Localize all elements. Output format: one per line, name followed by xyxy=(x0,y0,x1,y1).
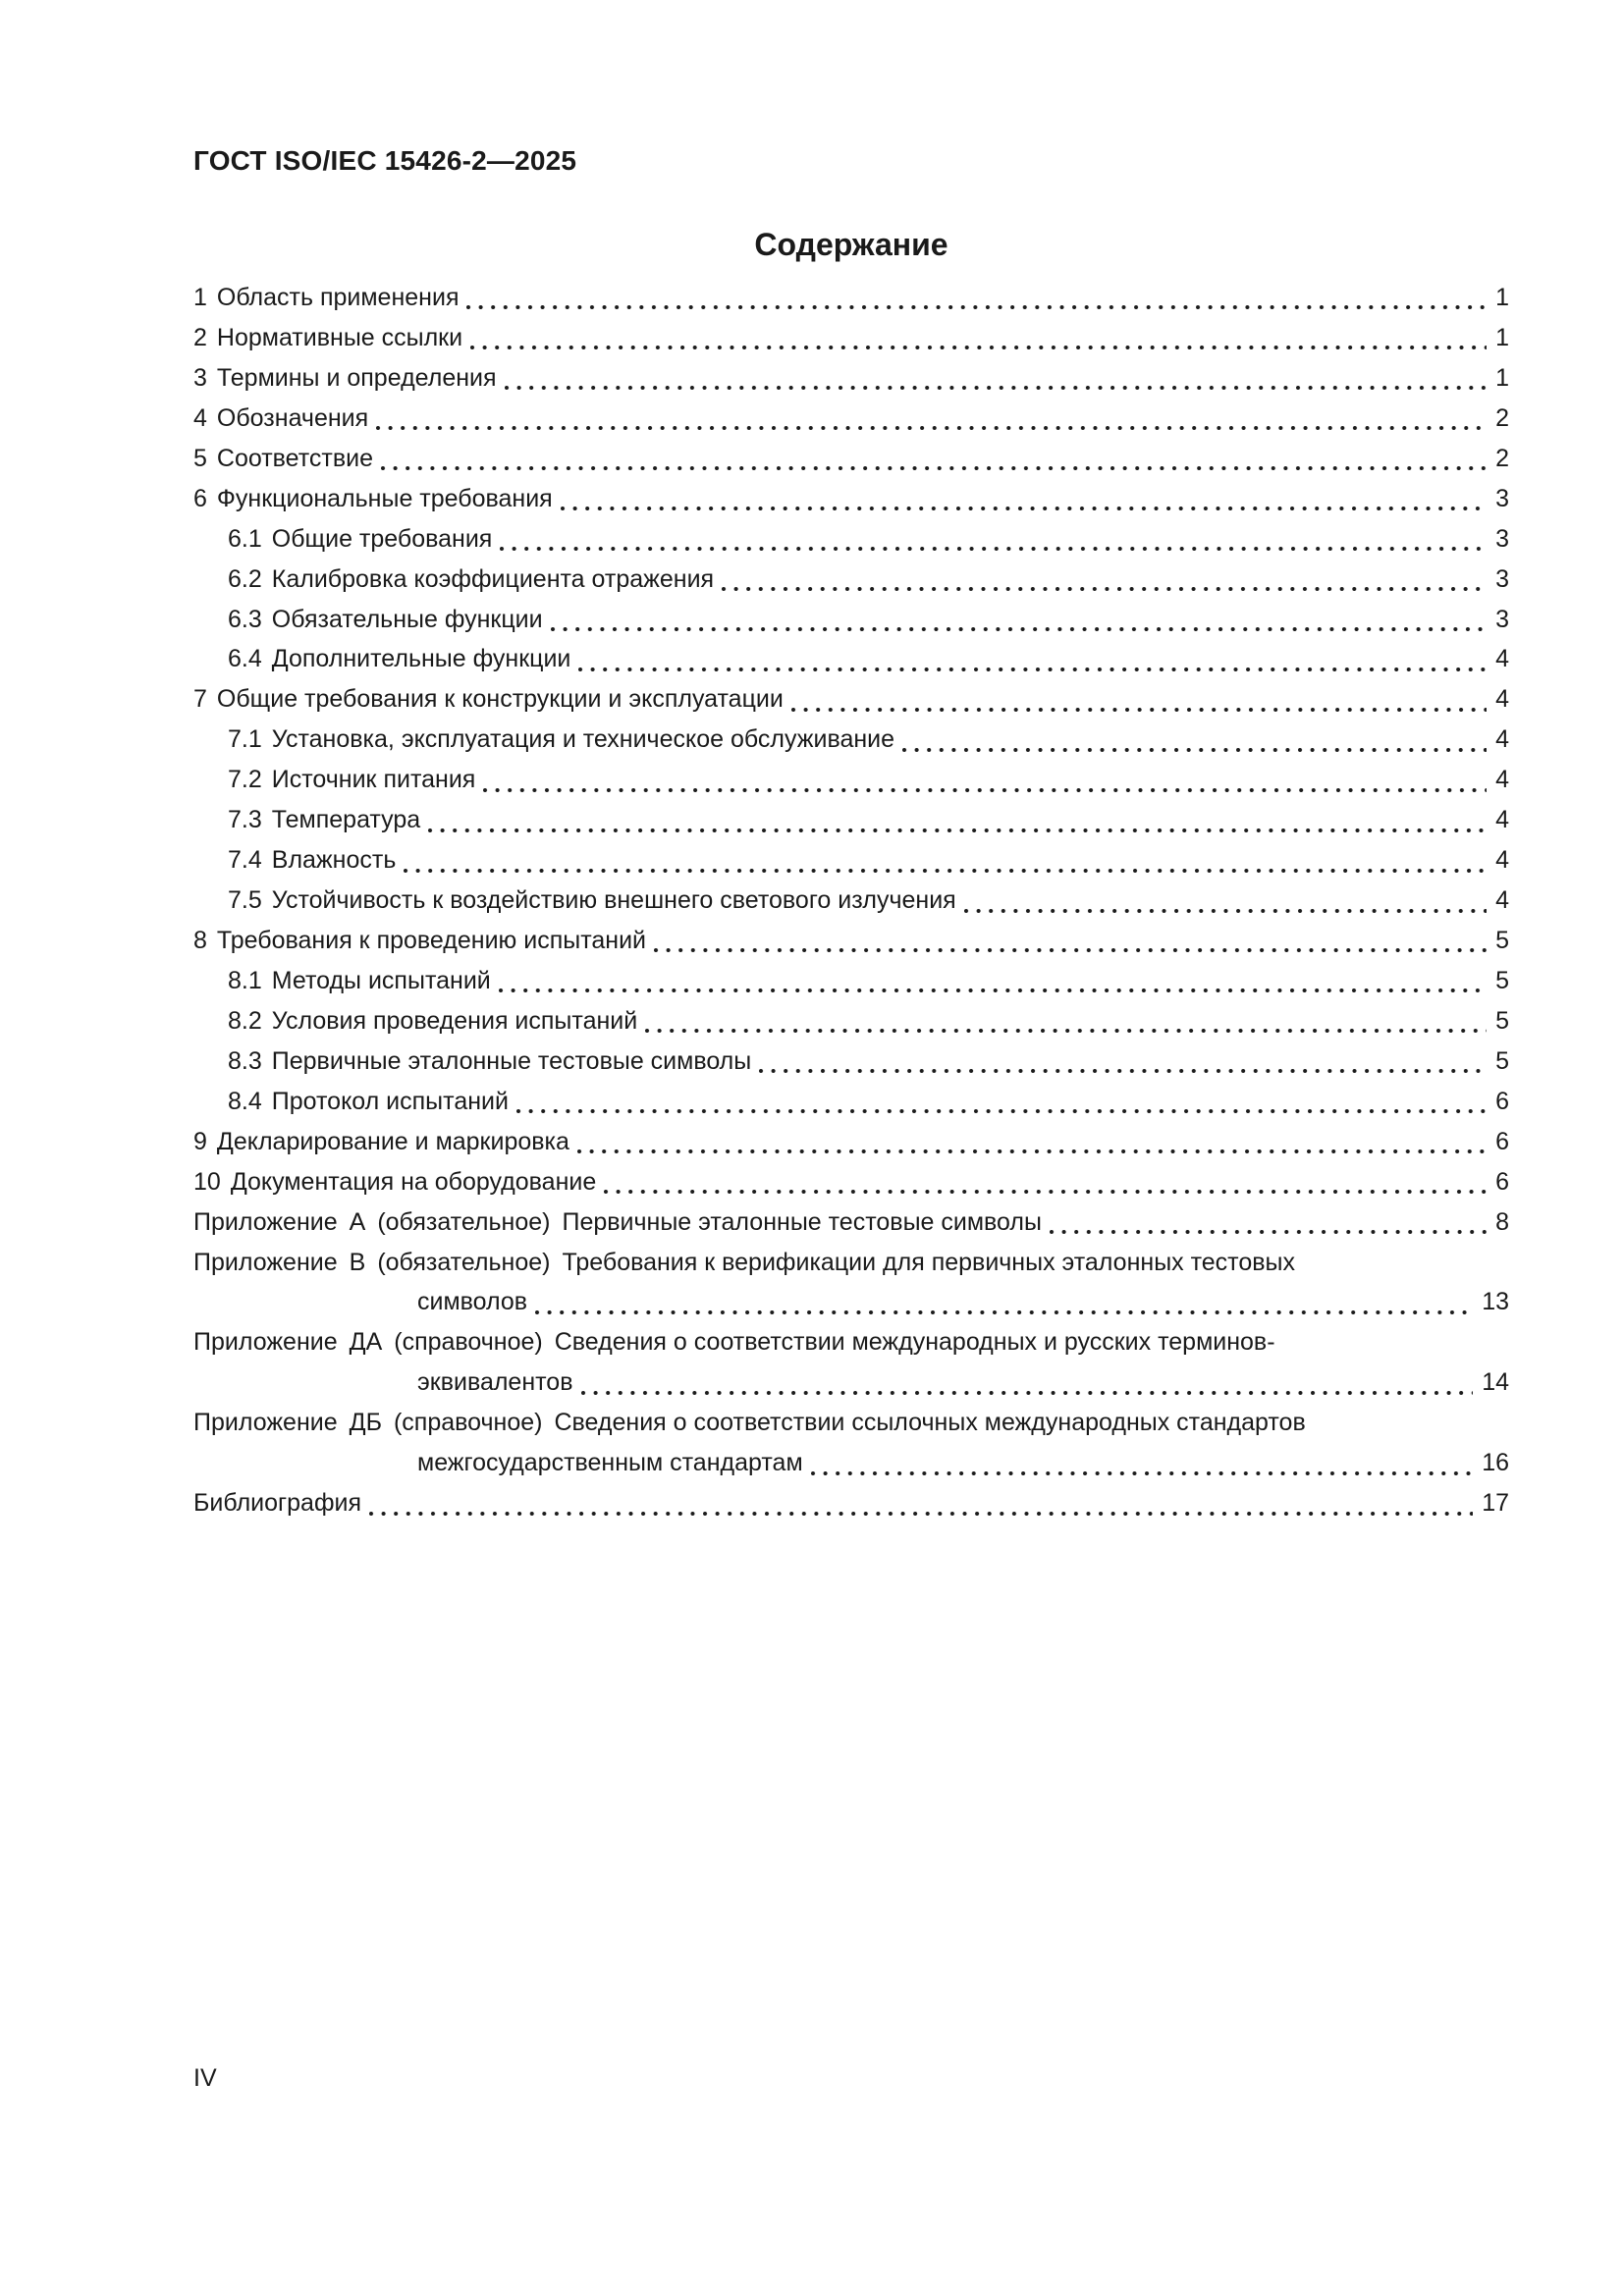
toc-entry-page: 3 xyxy=(1495,524,1509,553)
dot-leader xyxy=(811,1471,1474,1475)
toc-entry-label: Калибровка коэффициента отражения xyxy=(271,564,715,593)
toc-entry-label: Установка, эксплуатация и техническое обслуживание xyxy=(271,725,895,754)
dot-leader xyxy=(654,948,1487,952)
dot-leader xyxy=(561,507,1487,510)
toc-entry xyxy=(193,600,1509,640)
toc-entry-label: Первичные эталонные тестовые символы xyxy=(562,1207,1042,1236)
toc-entry-label: Сведения о соответствии ссылочных международных стандартов xyxy=(554,1409,1306,1437)
toc-entry-page: 3 xyxy=(1495,564,1509,593)
toc-entry-page: 1 xyxy=(1495,323,1509,351)
dot-leader xyxy=(964,909,1487,913)
toc-entry-number: 7.3 xyxy=(228,806,262,834)
toc-entry-page: 5 xyxy=(1495,1046,1509,1075)
dot-leader xyxy=(578,667,1487,671)
toc-entry xyxy=(193,1041,1509,1082)
toc-entry-page: 13 xyxy=(1482,1288,1509,1316)
toc-entry-label: Протокол испытаний xyxy=(271,1087,509,1115)
toc-entry xyxy=(193,760,1509,800)
dot-leader xyxy=(604,1190,1487,1194)
toc-entry-page: 4 xyxy=(1495,806,1509,834)
toc-entry-label: эквивалентов xyxy=(417,1368,573,1397)
toc-entry-page: 4 xyxy=(1495,645,1509,673)
toc-entry xyxy=(193,1001,1509,1041)
toc-entry-label: Условия проведения испытаний xyxy=(271,1006,638,1035)
toc-entry-number: 7.4 xyxy=(228,846,262,875)
dot-leader xyxy=(499,988,1487,992)
appendix-kind: (обязательное) xyxy=(377,1207,551,1236)
dot-leader xyxy=(428,828,1487,832)
appendix-prefix: Приложение xyxy=(193,1409,338,1437)
toc-entry-label: межгосударственным стандартам xyxy=(417,1449,803,1477)
dot-leader xyxy=(500,547,1487,551)
toc-entry xyxy=(193,961,1509,1001)
dot-leader xyxy=(535,1310,1473,1314)
toc-entry-label: Декларирование и маркировка xyxy=(216,1127,569,1155)
toc-appendix-entry xyxy=(193,1243,1509,1283)
toc-entry-label: символов xyxy=(417,1288,528,1316)
appendix-kind: (справочное) xyxy=(394,1328,543,1357)
toc-entry-number: 7.1 xyxy=(228,725,262,754)
dot-leader xyxy=(404,869,1487,873)
toc-entry xyxy=(193,679,1509,720)
toc-entry-label: Требования к верификации для первичных эталонных тестовых xyxy=(562,1248,1296,1276)
folio-page-number: IV xyxy=(193,2064,217,2092)
toc-entry-number: 3 xyxy=(193,363,207,392)
appendix-letter: В xyxy=(349,1248,366,1276)
page-title: Содержание xyxy=(754,227,948,262)
toc-entry xyxy=(193,639,1509,679)
toc-entry-number: 4 xyxy=(193,403,207,432)
toc-entry-number: 6.4 xyxy=(228,645,262,673)
toc-entry-label: Термины и определения xyxy=(216,363,497,392)
toc-entry-number: 6.2 xyxy=(228,564,262,593)
dot-leader xyxy=(516,1109,1487,1113)
toc-entry-number: 6.3 xyxy=(228,605,262,633)
appendix-letter: А xyxy=(349,1207,366,1236)
toc-entry-number: 7 xyxy=(193,685,207,714)
dot-leader xyxy=(381,466,1487,470)
toc-entry-page: 1 xyxy=(1495,363,1509,392)
toc-appendix-entry xyxy=(193,1322,1509,1362)
dot-leader xyxy=(505,386,1488,390)
toc-entry-label: Обязательные функции xyxy=(271,605,543,633)
toc-entry-number: 8 xyxy=(193,927,207,954)
dot-leader xyxy=(1050,1230,1487,1234)
toc-entry-number: 6.1 xyxy=(228,524,262,553)
document-code: ГОСТ ISO/IEC 15426-2—2025 xyxy=(193,145,577,176)
toc-entry-label: Температура xyxy=(271,806,421,834)
toc-entry-page: 5 xyxy=(1495,966,1509,994)
toc-entry-label: Дополнительные функции xyxy=(271,645,571,673)
toc-entry-label: Источник питания xyxy=(271,766,476,794)
toc-entry-number: 8.3 xyxy=(228,1046,262,1075)
toc-entry-page: 8 xyxy=(1495,1207,1509,1236)
dot-leader xyxy=(645,1029,1487,1033)
dot-leader xyxy=(791,708,1487,712)
toc-entry-number: 8.4 xyxy=(228,1087,262,1115)
toc-entry-number: 6 xyxy=(193,484,207,512)
toc-entry-page: 4 xyxy=(1495,766,1509,794)
toc-entry xyxy=(193,1122,1509,1162)
dot-leader xyxy=(369,1512,1473,1516)
table-of-contents xyxy=(193,278,1509,1523)
toc-entry-label: Устойчивость к воздействию внешнего светового излучения xyxy=(271,886,956,915)
toc-appendix-continuation xyxy=(193,1282,1509,1322)
toc-entry-label: Функциональные требования xyxy=(216,484,553,512)
toc-entry-page: 4 xyxy=(1495,725,1509,754)
toc-entry xyxy=(193,479,1509,519)
toc-entry-page: 2 xyxy=(1495,403,1509,432)
toc-entry-page: 6 xyxy=(1495,1087,1509,1115)
dot-leader xyxy=(376,426,1487,430)
toc-entry xyxy=(193,560,1509,600)
appendix-kind: (обязательное) xyxy=(377,1248,551,1276)
toc-entry-page: 17 xyxy=(1482,1489,1509,1518)
toc-entry-label: Влажность xyxy=(271,846,397,875)
toc-entry-label: Требования к проведению испытаний xyxy=(216,927,647,954)
dot-leader xyxy=(577,1149,1487,1153)
toc-entry-page: 4 xyxy=(1495,846,1509,875)
dot-leader xyxy=(902,748,1487,752)
appendix-prefix: Приложение xyxy=(193,1207,338,1236)
appendix-kind: (справочное) xyxy=(393,1409,543,1437)
toc-entry-page: 16 xyxy=(1482,1449,1509,1477)
toc-entry-number: 9 xyxy=(193,1127,207,1155)
toc-entry-label: Методы испытаний xyxy=(271,966,491,994)
toc-entry-page: 5 xyxy=(1495,927,1509,954)
toc-entry-number: 8.2 xyxy=(228,1006,262,1035)
dot-leader xyxy=(470,346,1487,349)
toc-entry-label: Соответствие xyxy=(216,444,374,472)
toc-entry-number: 10 xyxy=(193,1167,221,1196)
toc-entry-page: 1 xyxy=(1495,284,1509,311)
toc-entry xyxy=(193,840,1509,881)
toc-entry-label: Обозначения xyxy=(216,403,369,432)
toc-entry xyxy=(193,720,1509,760)
dot-leader xyxy=(483,788,1487,792)
toc-entry-page: 3 xyxy=(1495,484,1509,512)
toc-entry xyxy=(193,439,1509,479)
toc-entry xyxy=(193,1082,1509,1122)
toc-entry-number: 7.2 xyxy=(228,766,262,794)
toc-entry xyxy=(193,881,1509,921)
toc-appendix-entry xyxy=(193,1202,1509,1243)
dot-leader xyxy=(551,627,1487,631)
dot-leader xyxy=(759,1069,1487,1073)
toc-entry-number: 8.1 xyxy=(228,966,262,994)
toc-bibliography-entry xyxy=(193,1483,1509,1523)
toc-entry-label: Первичные эталонные тестовые символы xyxy=(271,1046,752,1075)
toc-entry-number: 1 xyxy=(193,284,207,311)
toc-entry-number: 7.5 xyxy=(228,886,262,915)
toc-entry-label: Нормативные ссылки xyxy=(216,323,463,351)
appendix-prefix: Приложение xyxy=(193,1248,338,1276)
appendix-prefix: Приложение xyxy=(193,1328,338,1357)
toc-entry xyxy=(193,921,1509,961)
toc-entry-label: Документация на оборудование xyxy=(230,1167,597,1196)
toc-entry-page: 14 xyxy=(1482,1368,1509,1397)
toc-appendix-continuation xyxy=(193,1362,1509,1403)
toc-entry-page: 3 xyxy=(1495,605,1509,633)
toc-entry xyxy=(193,278,1509,318)
toc-entry xyxy=(193,358,1509,399)
toc-appendix-entry xyxy=(193,1403,1509,1443)
dot-leader xyxy=(466,305,1487,309)
toc-entry-page: 4 xyxy=(1495,886,1509,915)
toc-entry-page: 4 xyxy=(1495,685,1509,714)
toc-entry xyxy=(193,399,1509,439)
toc-entry-number: 5 xyxy=(193,444,207,472)
toc-entry-page: 6 xyxy=(1495,1127,1509,1155)
toc-entry-page: 6 xyxy=(1495,1167,1509,1196)
toc-entry xyxy=(193,519,1509,560)
toc-entry xyxy=(193,318,1509,358)
toc-entry-number: 2 xyxy=(193,323,207,351)
appendix-letter: ДА xyxy=(349,1328,383,1357)
appendix-letter: ДБ xyxy=(349,1409,382,1437)
dot-leader xyxy=(581,1391,1474,1395)
toc-entry-page: 5 xyxy=(1495,1006,1509,1035)
toc-entry-label: Область применения xyxy=(216,284,460,311)
toc-entry-page: 2 xyxy=(1495,444,1509,472)
toc-entry-label: Общие требования xyxy=(271,524,493,553)
dot-leader xyxy=(722,587,1487,591)
toc-entry-label: Сведения о соответствии международных и русских терминов- xyxy=(554,1328,1275,1357)
toc-entry-label: Общие требования к конструкции и эксплуатации xyxy=(216,685,784,714)
toc-entry xyxy=(193,1162,1509,1202)
toc-entry xyxy=(193,800,1509,840)
toc-entry-label: Библиография xyxy=(193,1489,362,1518)
toc-appendix-continuation xyxy=(193,1443,1509,1483)
